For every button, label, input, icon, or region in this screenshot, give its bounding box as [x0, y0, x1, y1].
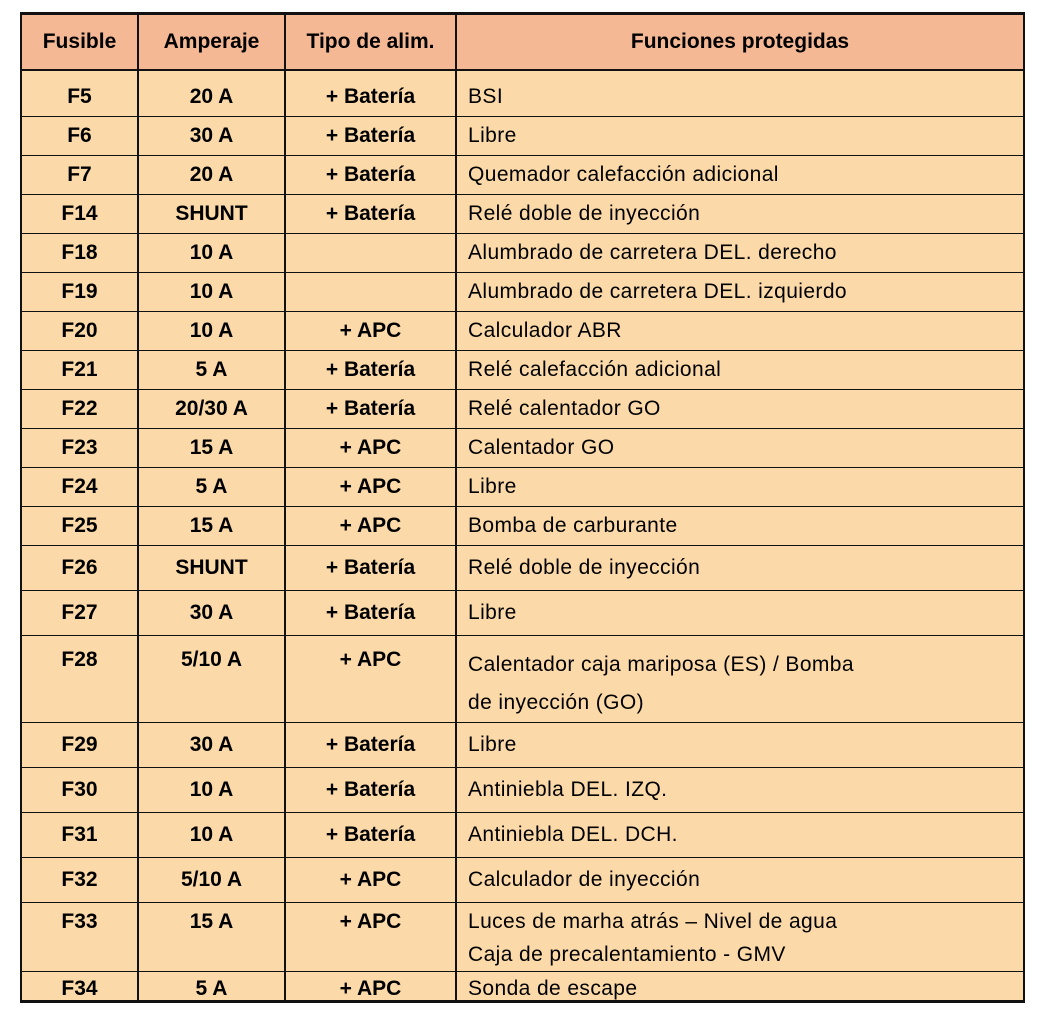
supply-type-cell: + Batería [285, 155, 456, 194]
header-funciones: Funciones protegidas [456, 14, 1024, 71]
function-line: Calculador de inyección [468, 867, 701, 891]
header-fusible: Fusible [21, 14, 138, 71]
supply-type-cell: + APC [285, 857, 456, 902]
functions-cell [456, 155, 1024, 194]
fuse-number-cell: F33 [21, 902, 138, 971]
function-line: Luces de marha atrás – Nivel de agua [468, 909, 838, 933]
function-line: Bomba de carburante [468, 513, 678, 537]
fuse-number-cell: F24 [21, 467, 138, 506]
fuse-number-cell: F19 [21, 272, 138, 311]
functions-cell [456, 428, 1024, 467]
fuse-table [20, 12, 1025, 1003]
amperage-cell: 30 A [138, 590, 285, 635]
amperage-cell: 20/30 A [138, 389, 285, 428]
table-row [21, 971, 1024, 1001]
function-line: BSI [468, 85, 504, 109]
supply-type-cell: + Batería [285, 350, 456, 389]
supply-type-cell: + APC [285, 506, 456, 545]
amperage-cell: 10 A [138, 233, 285, 272]
table-row [21, 590, 1024, 635]
fuse-table-body [21, 70, 1024, 1001]
supply-type-cell: + APC [285, 902, 456, 971]
supply-type-cell: + APC [285, 635, 456, 722]
function-line: Libre [468, 123, 517, 147]
functions-cell [456, 194, 1024, 233]
functions-cell [456, 902, 1024, 971]
amperage-cell: 10 A [138, 767, 285, 812]
amperage-cell: 15 A [138, 902, 285, 971]
table-row [21, 722, 1024, 767]
supply-type-cell: + Batería [285, 116, 456, 155]
fuse-number-cell: F6 [21, 116, 138, 155]
table-row [21, 902, 1024, 971]
amperage-cell: 10 A [138, 272, 285, 311]
table-row [21, 70, 1024, 116]
table-row [21, 545, 1024, 590]
function-line: Antiniebla DEL. DCH. [468, 822, 678, 846]
table-row [21, 857, 1024, 902]
fuse-number-cell: F25 [21, 506, 138, 545]
fuse-number-cell: F29 [21, 722, 138, 767]
function-line: Alumbrado de carretera DEL. derecho [468, 240, 837, 264]
supply-type-cell: + Batería [285, 389, 456, 428]
table-row [21, 350, 1024, 389]
functions-cell [456, 971, 1024, 1001]
functions-cell [456, 272, 1024, 311]
functions-cell [456, 506, 1024, 545]
fuse-number-cell: F31 [21, 812, 138, 857]
table-row [21, 311, 1024, 350]
fuse-number-cell: F14 [21, 194, 138, 233]
function-line: Calculador ABR [468, 318, 622, 342]
supply-type-cell: + Batería [285, 812, 456, 857]
table-row [21, 233, 1024, 272]
functions-cell [456, 857, 1024, 902]
amperage-cell: 20 A [138, 70, 285, 116]
function-line: de inyección (GO) [468, 690, 645, 714]
functions-cell [456, 233, 1024, 272]
fuse-number-cell: F32 [21, 857, 138, 902]
fuse-number-cell: F26 [21, 545, 138, 590]
function-line: Relé calentador GO [468, 396, 661, 420]
functions-cell [456, 812, 1024, 857]
function-line: Antiniebla DEL. IZQ. [468, 777, 668, 801]
supply-type-cell: + Batería [285, 590, 456, 635]
amperage-cell: 5/10 A [138, 857, 285, 902]
function-line: Relé doble de inyección [468, 555, 701, 579]
header-row [21, 14, 1024, 71]
fuse-number-cell: F28 [21, 635, 138, 722]
supply-type-cell [285, 272, 456, 311]
function-line: Alumbrado de carretera DEL. izquierdo [468, 279, 847, 303]
function-line: Relé doble de inyección [468, 201, 701, 225]
function-line: Libre [468, 474, 517, 498]
header-tipo: Tipo de alim. [285, 14, 456, 71]
amperage-cell: 10 A [138, 311, 285, 350]
fuse-number-cell: F34 [21, 971, 138, 1001]
table-row [21, 812, 1024, 857]
table-row [21, 116, 1024, 155]
functions-cell [456, 389, 1024, 428]
fuse-number-cell: F21 [21, 350, 138, 389]
amperage-cell: 5/10 A [138, 635, 285, 722]
amperage-cell: 5 A [138, 467, 285, 506]
functions-cell [456, 767, 1024, 812]
fuse-number-cell: F18 [21, 233, 138, 272]
function-line: Relé calefacción adicional [468, 357, 722, 381]
amperage-cell: SHUNT [138, 194, 285, 233]
amperage-cell: 30 A [138, 116, 285, 155]
amperage-cell: 30 A [138, 722, 285, 767]
function-line: Calentador GO [468, 435, 615, 459]
fuse-number-cell: F27 [21, 590, 138, 635]
supply-type-cell: + Batería [285, 767, 456, 812]
table-row [21, 272, 1024, 311]
amperage-cell: 15 A [138, 506, 285, 545]
amperage-cell: 5 A [138, 971, 285, 1001]
table-row [21, 428, 1024, 467]
functions-cell [456, 70, 1024, 116]
function-line: Libre [468, 600, 517, 624]
functions-cell [456, 590, 1024, 635]
table-row [21, 635, 1024, 722]
function-line: Sonda de escape [468, 976, 638, 1000]
supply-type-cell: + APC [285, 971, 456, 1001]
functions-cell [456, 722, 1024, 767]
table-row [21, 155, 1024, 194]
supply-type-cell: + Batería [285, 70, 456, 116]
amperage-cell: 15 A [138, 428, 285, 467]
fuse-number-cell: F30 [21, 767, 138, 812]
table-row [21, 767, 1024, 812]
fuse-number-cell: F5 [21, 70, 138, 116]
supply-type-cell: + Batería [285, 545, 456, 590]
function-line: Calentador caja mariposa (ES) / Bomba [468, 652, 854, 676]
functions-cell [456, 116, 1024, 155]
functions-cell [456, 311, 1024, 350]
amperage-cell: SHUNT [138, 545, 285, 590]
table-row [21, 506, 1024, 545]
functions-cell [456, 635, 1024, 722]
function-line: Caja de precalentamiento - GMV [468, 942, 786, 966]
functions-cell [456, 467, 1024, 506]
header-amperaje: Amperaje [138, 14, 285, 71]
supply-type-cell [285, 233, 456, 272]
amperage-cell: 10 A [138, 812, 285, 857]
supply-type-cell: + APC [285, 311, 456, 350]
fuse-number-cell: F22 [21, 389, 138, 428]
fuse-number-cell: F7 [21, 155, 138, 194]
supply-type-cell: + Batería [285, 722, 456, 767]
supply-type-cell: + Batería [285, 194, 456, 233]
function-line: Libre [468, 732, 517, 756]
fuse-number-cell: F20 [21, 311, 138, 350]
table-row [21, 194, 1024, 233]
fuse-number-cell: F23 [21, 428, 138, 467]
supply-type-cell: + APC [285, 428, 456, 467]
table-row [21, 389, 1024, 428]
functions-cell [456, 545, 1024, 590]
amperage-cell: 20 A [138, 155, 285, 194]
function-line: Quemador calefacción adicional [468, 162, 779, 186]
supply-type-cell: + APC [285, 467, 456, 506]
functions-cell [456, 350, 1024, 389]
amperage-cell: 5 A [138, 350, 285, 389]
table-row [21, 467, 1024, 506]
